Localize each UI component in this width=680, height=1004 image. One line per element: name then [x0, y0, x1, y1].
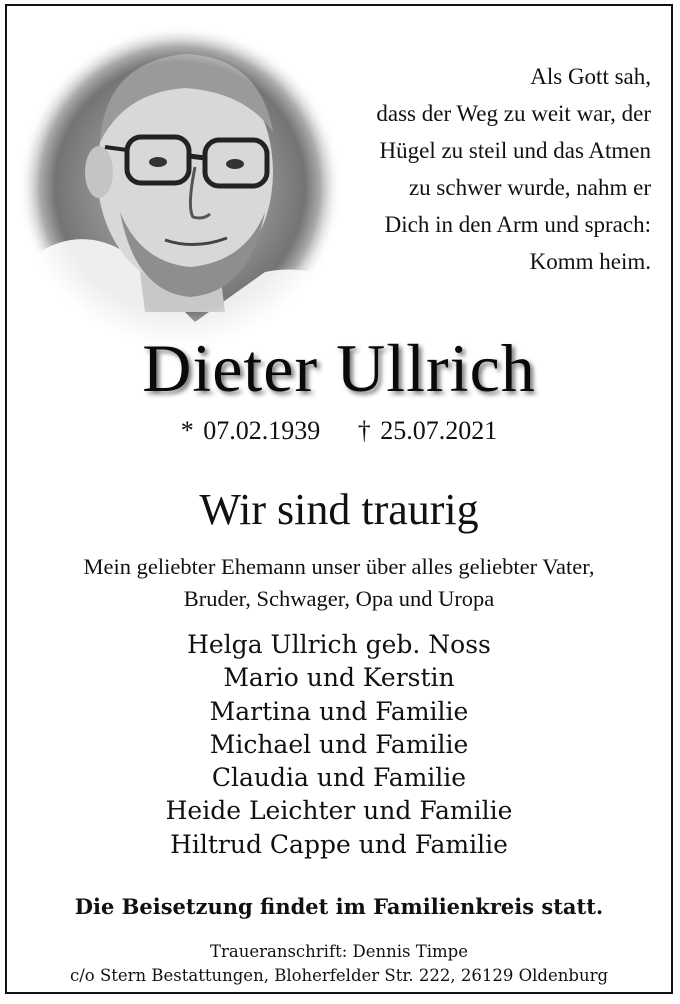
portrait-photo	[15, 22, 345, 352]
mourner: Martina und Familie	[209, 696, 469, 726]
mourner: Helga Ullrich geb. Noss	[187, 630, 491, 659]
mourner: Hiltrud Cappe und Familie	[170, 829, 508, 859]
mourner: Mario und Kerstin	[223, 663, 455, 693]
funeral-notice: Die Beisetzung findet im Familienkreis statt.	[74, 894, 604, 919]
address-line: Traueranschrift: Dennis Timpe	[209, 942, 468, 961]
intro-line: Bruder, Schwager, Opa und Uropa	[183, 586, 495, 611]
address-line: c/o Stern Bestattungen, Bloherfelder Str. 222, 26129 Oldenburg	[69, 966, 609, 985]
intro-text	[7, 551, 671, 615]
mourner: Heide Leichter und Familie	[165, 796, 513, 826]
poem	[321, 58, 651, 280]
life-dates	[7, 416, 671, 446]
death-date: † 25.07.2021	[357, 416, 498, 445]
poem-line: Hügel zu steil und das Atmen	[379, 138, 651, 163]
mourner: Michael und Familie	[209, 729, 469, 759]
birth-date: * 07.02.1939	[180, 416, 321, 445]
poem-line: Als Gott sah,	[530, 64, 651, 89]
deceased-name: Dieter Ullrich	[142, 330, 536, 406]
poem-line: Dich in den Arm und sprach:	[384, 212, 651, 237]
poem-line: Komm heim.	[529, 249, 651, 274]
headline: Wir sind traurig	[199, 485, 479, 534]
mourning-address	[7, 940, 671, 988]
intro-line: Mein geliebter Ehemann unser über alles geliebter Vater,	[83, 554, 595, 579]
poem-line: zu schwer wurde, nahm er	[408, 175, 651, 200]
mourners-list	[7, 628, 671, 861]
obituary-notice	[5, 4, 673, 994]
poem-line: dass der Weg zu weit war, der	[376, 101, 651, 126]
mourner: Claudia und Familie	[211, 763, 467, 793]
